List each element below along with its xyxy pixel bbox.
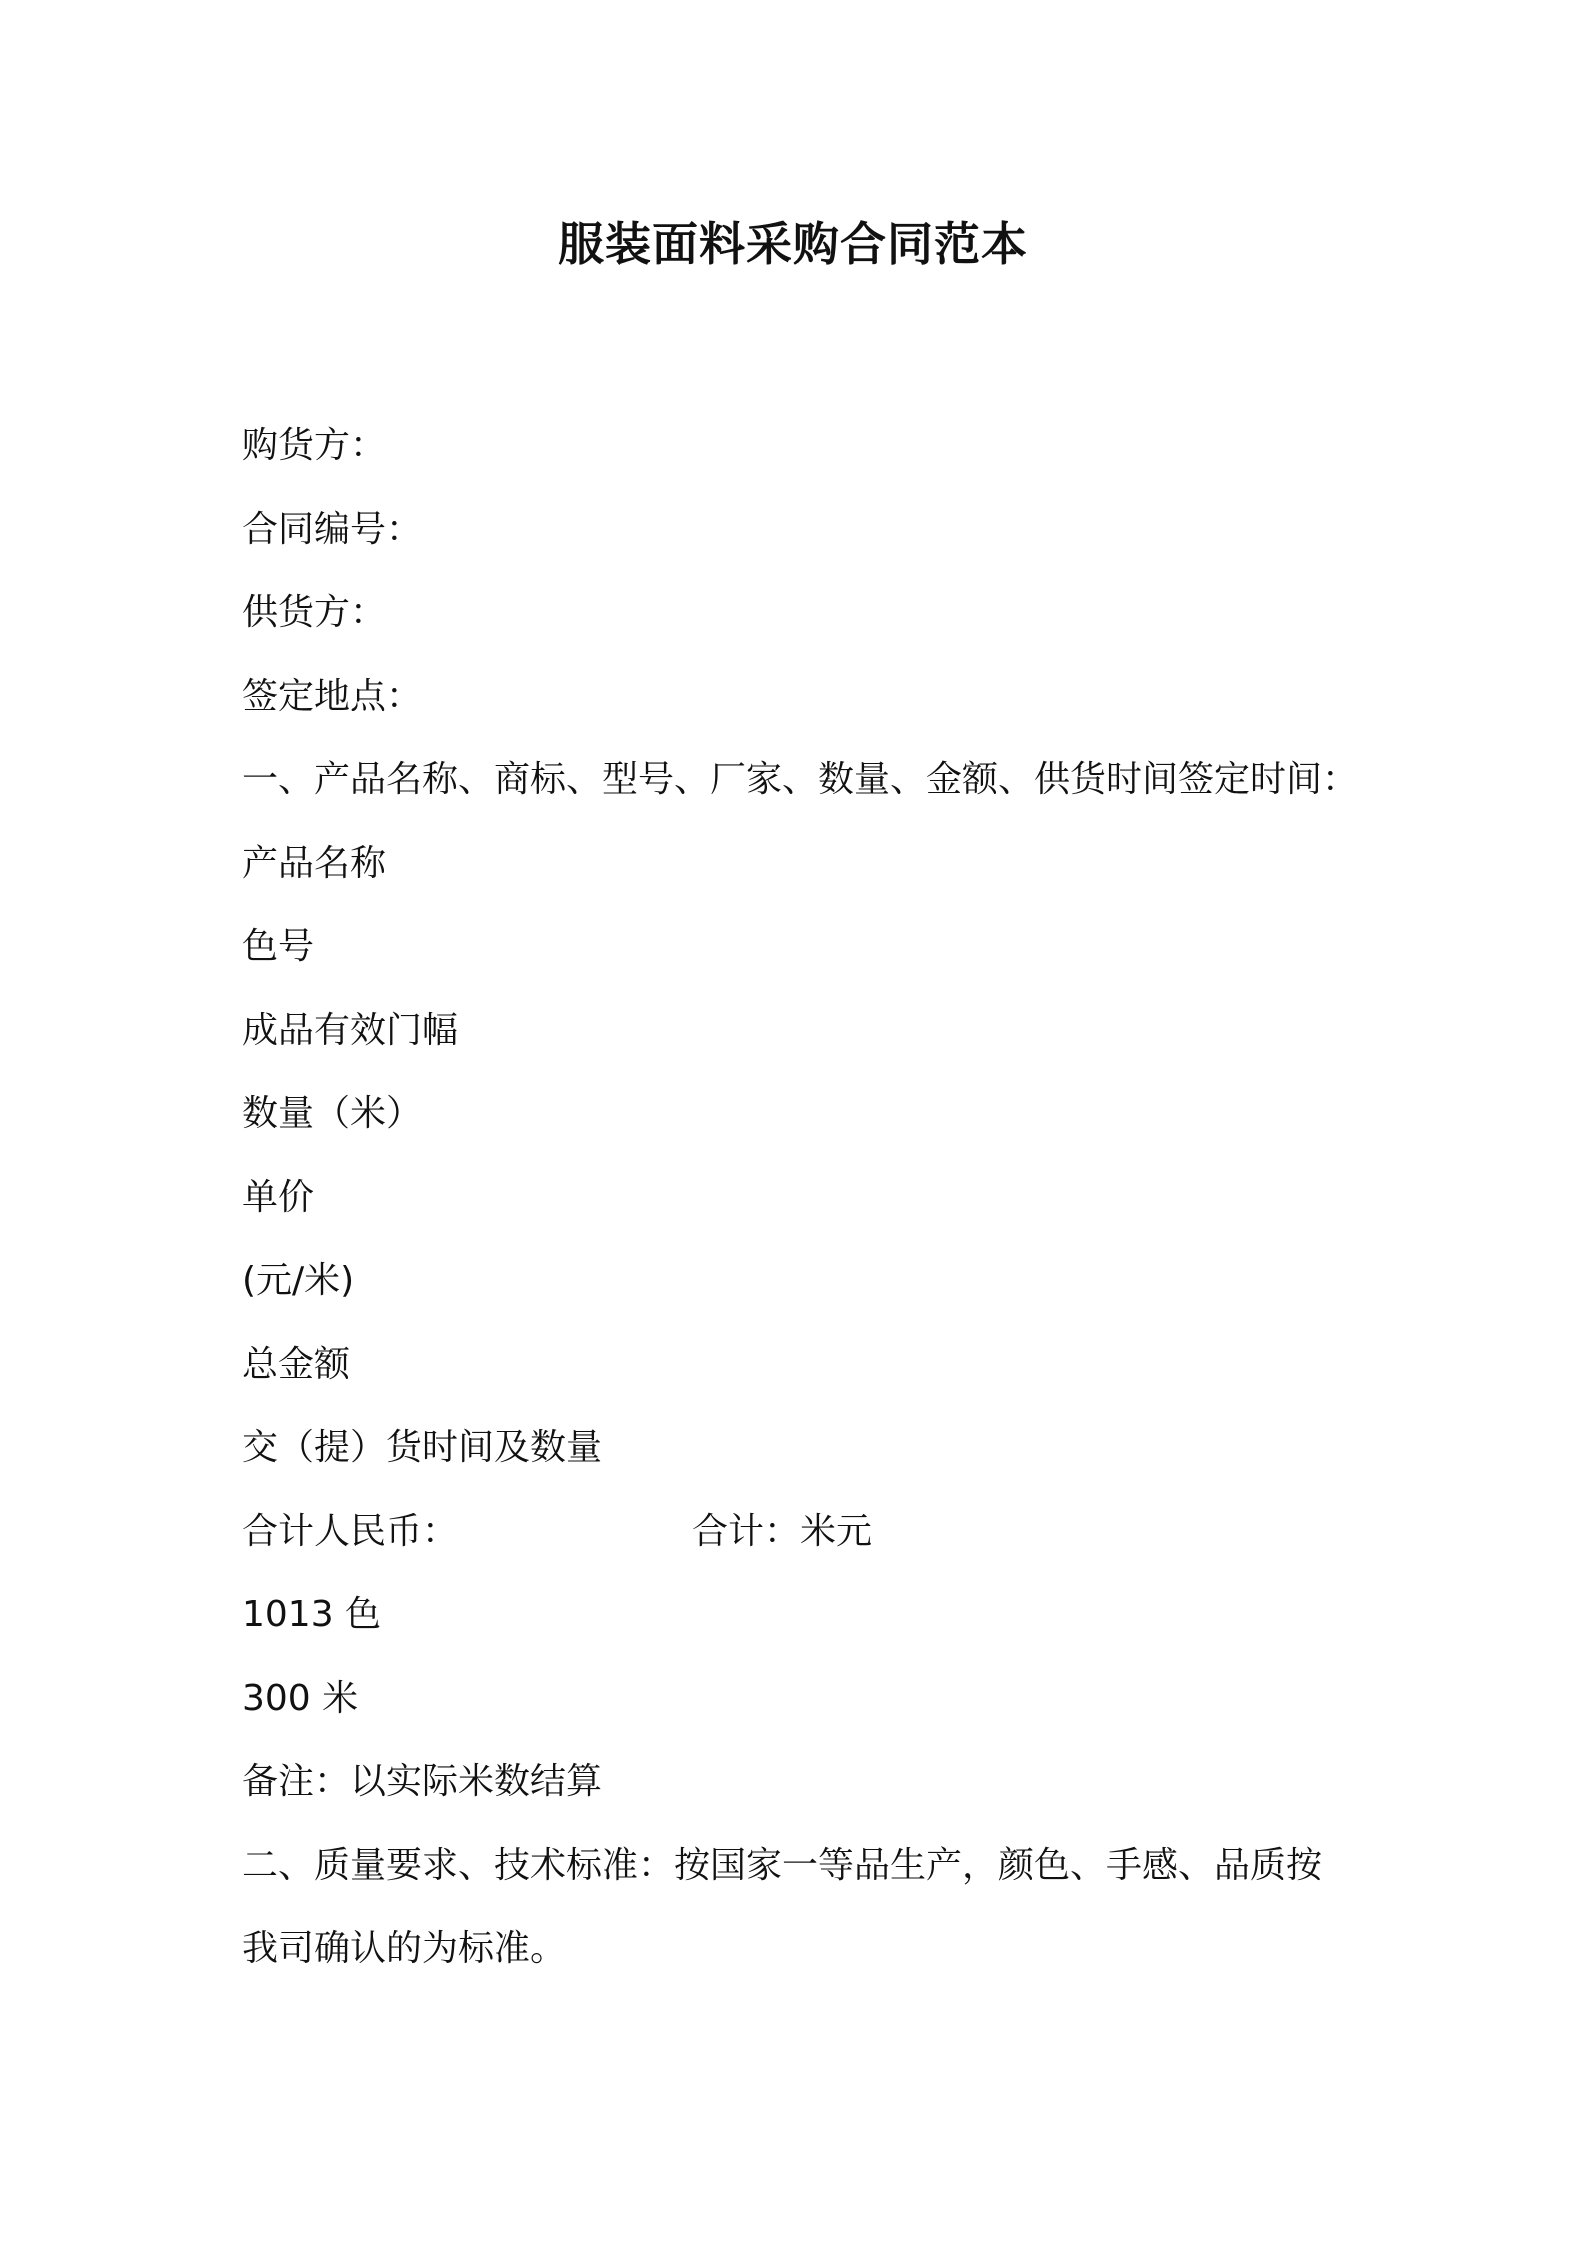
note-line: 备注：以实际米数结算 <box>242 1761 603 1802</box>
sign-place-field: 签定地点： <box>242 675 423 717</box>
column-delivery-time: 交（提）货时间及数量 <box>242 1427 603 1468</box>
section2-line1: 二、质量要求、技术标准：按国家一等品生产，颜色、手感、品质按 <box>242 1844 1323 1886</box>
quantity-value: 300 米 <box>242 1677 359 1719</box>
column-unit-price: 单价 <box>242 1176 315 1218</box>
supplier-field: 供货方： <box>242 592 387 633</box>
section1-heading: 一、产品名称、商标、型号、厂家、数量、金额、供货时间签定时间： <box>242 759 1359 800</box>
contract-number-field: 合同编号： <box>242 508 423 550</box>
total-row <box>242 1490 1382 1574</box>
document-title: 服装面料采购合同范本 <box>558 217 1028 271</box>
column-quantity: 数量（米） <box>242 1093 423 1134</box>
section2-line2: 我司确认的为标准。 <box>242 1928 567 1969</box>
column-effective-width: 成品有效门幅 <box>242 1009 459 1051</box>
buyer-field: 购货方： <box>242 425 387 466</box>
column-product-name: 产品名称 <box>242 842 387 884</box>
document-body <box>242 404 1382 1991</box>
column-color-number: 色号 <box>242 926 315 967</box>
color-number-value: 1013 色 <box>242 1594 382 1635</box>
column-unit-price-unit: (元/米) <box>242 1260 355 1301</box>
column-total-amount: 总金额 <box>242 1343 351 1385</box>
total-rmb-label: 合计人民币： <box>242 1510 459 1552</box>
total-summary-label: 合计：米元 <box>692 1510 873 1552</box>
